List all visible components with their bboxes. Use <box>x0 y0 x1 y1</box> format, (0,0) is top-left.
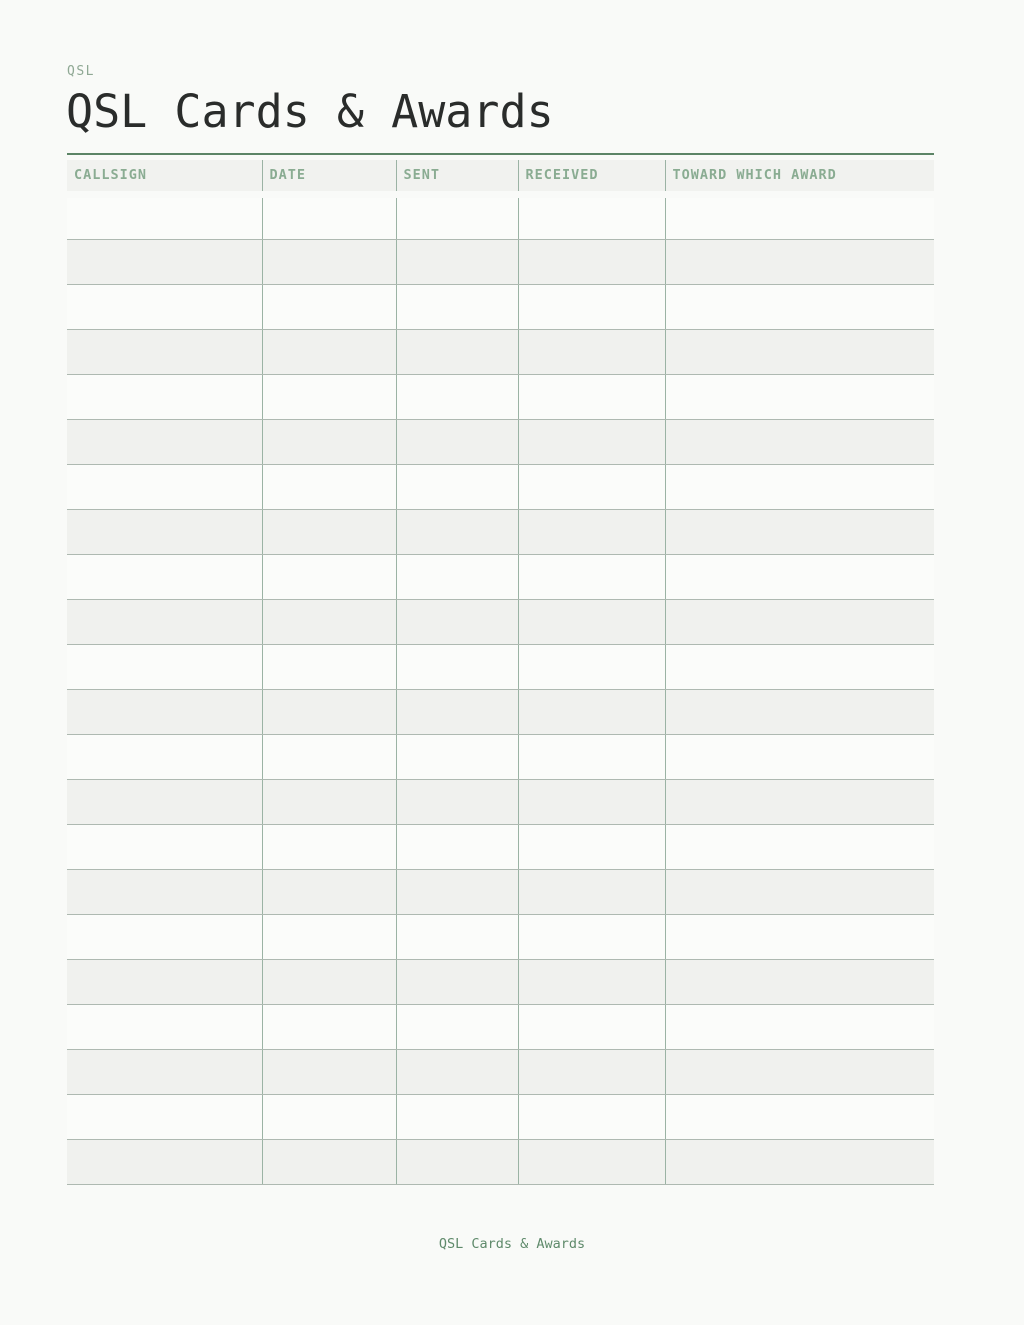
sent-cell[interactable] <box>396 374 518 419</box>
date-cell[interactable] <box>262 419 396 464</box>
callsign-cell[interactable] <box>67 779 262 824</box>
date-cell[interactable] <box>262 599 396 644</box>
callsign-cell[interactable] <box>67 374 262 419</box>
received-cell[interactable] <box>518 1094 665 1139</box>
date-cell[interactable] <box>262 689 396 734</box>
callsign-cell[interactable] <box>67 824 262 869</box>
table-row <box>67 734 934 779</box>
table-row <box>67 1004 934 1049</box>
sent-cell[interactable] <box>396 239 518 284</box>
date-cell[interactable] <box>262 194 396 239</box>
table-row <box>67 1094 934 1139</box>
callsign-cell[interactable] <box>67 509 262 554</box>
received-cell[interactable] <box>518 554 665 599</box>
received-cell[interactable] <box>518 284 665 329</box>
sent-cell[interactable] <box>396 779 518 824</box>
table-row <box>67 464 934 509</box>
received-cell[interactable] <box>518 239 665 284</box>
section-eyebrow: QSL <box>67 64 95 79</box>
date-cell[interactable] <box>262 824 396 869</box>
sent-cell[interactable] <box>396 689 518 734</box>
received-cell[interactable] <box>518 194 665 239</box>
date-cell[interactable] <box>262 914 396 959</box>
title-divider <box>67 153 934 155</box>
table-row <box>67 554 934 599</box>
callsign-cell[interactable] <box>67 329 262 374</box>
award-cell[interactable] <box>665 1004 934 1049</box>
date-cell[interactable] <box>262 239 396 284</box>
award-cell[interactable] <box>665 914 934 959</box>
award-cell[interactable] <box>665 959 934 1004</box>
award-cell[interactable] <box>665 329 934 374</box>
page-title: QSL Cards & Awards <box>66 85 554 138</box>
table-row <box>67 1139 934 1184</box>
received-cell[interactable] <box>518 869 665 914</box>
award-cell[interactable] <box>665 554 934 599</box>
callsign-cell[interactable] <box>67 554 262 599</box>
table-row <box>67 509 934 554</box>
received-cell[interactable] <box>518 419 665 464</box>
sent-cell[interactable] <box>396 959 518 1004</box>
date-cell[interactable] <box>262 329 396 374</box>
received-cell[interactable] <box>518 1139 665 1184</box>
award-cell[interactable] <box>665 284 934 329</box>
sent-cell[interactable] <box>396 554 518 599</box>
sent-cell[interactable] <box>396 1049 518 1094</box>
callsign-cell[interactable] <box>67 419 262 464</box>
sent-cell[interactable] <box>396 419 518 464</box>
callsign-cell[interactable] <box>67 239 262 284</box>
award-cell[interactable] <box>665 1049 934 1094</box>
table-row <box>67 824 934 869</box>
table-row <box>67 599 934 644</box>
table-row <box>67 329 934 374</box>
award-cell[interactable] <box>665 779 934 824</box>
received-cell[interactable] <box>518 779 665 824</box>
callsign-cell[interactable] <box>67 869 262 914</box>
date-cell[interactable] <box>262 734 396 779</box>
received-cell[interactable] <box>518 914 665 959</box>
table-row <box>67 689 934 734</box>
date-cell[interactable] <box>262 464 396 509</box>
award-cell[interactable] <box>665 1139 934 1184</box>
received-cell[interactable] <box>518 1004 665 1049</box>
callsign-cell[interactable] <box>67 1004 262 1049</box>
date-cell[interactable] <box>262 869 396 914</box>
received-cell[interactable] <box>518 464 665 509</box>
column-header-date: DATE <box>262 160 396 194</box>
sent-cell[interactable] <box>396 464 518 509</box>
received-cell[interactable] <box>518 644 665 689</box>
callsign-cell[interactable] <box>67 1094 262 1139</box>
date-cell[interactable] <box>262 779 396 824</box>
table-row <box>67 239 934 284</box>
received-cell[interactable] <box>518 734 665 779</box>
sent-cell[interactable] <box>396 1004 518 1049</box>
award-cell[interactable] <box>665 869 934 914</box>
qsl-log-table <box>67 160 934 1185</box>
award-cell[interactable] <box>665 239 934 284</box>
date-cell[interactable] <box>262 1139 396 1184</box>
award-cell[interactable] <box>665 509 934 554</box>
column-header-callsign: CALLSIGN <box>67 160 262 194</box>
date-cell[interactable] <box>262 644 396 689</box>
award-cell[interactable] <box>665 464 934 509</box>
award-cell[interactable] <box>665 194 934 239</box>
table-row <box>67 419 934 464</box>
received-cell[interactable] <box>518 599 665 644</box>
date-cell[interactable] <box>262 1094 396 1139</box>
date-cell[interactable] <box>262 959 396 1004</box>
date-cell[interactable] <box>262 554 396 599</box>
callsign-cell[interactable] <box>67 644 262 689</box>
received-cell[interactable] <box>518 959 665 1004</box>
table-row <box>67 194 934 239</box>
sent-cell[interactable] <box>396 509 518 554</box>
received-cell[interactable] <box>518 689 665 734</box>
sent-cell[interactable] <box>396 1139 518 1184</box>
sent-cell[interactable] <box>396 644 518 689</box>
received-cell[interactable] <box>518 509 665 554</box>
column-header-received: RECEIVED <box>518 160 665 194</box>
date-cell[interactable] <box>262 374 396 419</box>
date-cell[interactable] <box>262 1049 396 1094</box>
award-cell[interactable] <box>665 599 934 644</box>
received-cell[interactable] <box>518 824 665 869</box>
award-cell[interactable] <box>665 824 934 869</box>
date-cell[interactable] <box>262 284 396 329</box>
table-body <box>67 194 934 1184</box>
callsign-cell[interactable] <box>67 1049 262 1094</box>
table-row <box>67 959 934 1004</box>
callsign-cell[interactable] <box>67 1139 262 1184</box>
table-row <box>67 914 934 959</box>
sent-cell[interactable] <box>396 284 518 329</box>
table-row <box>67 374 934 419</box>
sent-cell[interactable] <box>396 824 518 869</box>
sent-cell[interactable] <box>396 599 518 644</box>
callsign-cell[interactable] <box>67 959 262 1004</box>
page-footer: QSL Cards & Awards <box>438 1236 586 1252</box>
callsign-cell[interactable] <box>67 194 262 239</box>
callsign-cell[interactable] <box>67 914 262 959</box>
sent-cell[interactable] <box>396 194 518 239</box>
sent-cell[interactable] <box>396 869 518 914</box>
table-row <box>67 779 934 824</box>
table-row <box>67 644 934 689</box>
sent-cell[interactable] <box>396 734 518 779</box>
callsign-cell[interactable] <box>67 284 262 329</box>
column-header-sent: SENT <box>396 160 518 194</box>
date-cell[interactable] <box>262 1004 396 1049</box>
award-cell[interactable] <box>665 644 934 689</box>
sent-cell[interactable] <box>396 329 518 374</box>
sent-cell[interactable] <box>396 1094 518 1139</box>
callsign-cell[interactable] <box>67 734 262 779</box>
award-cell[interactable] <box>665 419 934 464</box>
award-cell[interactable] <box>665 374 934 419</box>
callsign-cell[interactable] <box>67 689 262 734</box>
award-cell[interactable] <box>665 1094 934 1139</box>
table-row <box>67 869 934 914</box>
table-row <box>67 284 934 329</box>
received-cell[interactable] <box>518 374 665 419</box>
date-cell[interactable] <box>262 509 396 554</box>
award-cell[interactable] <box>665 689 934 734</box>
sent-cell[interactable] <box>396 914 518 959</box>
table-row <box>67 1049 934 1094</box>
column-header-award: TOWARD WHICH AWARD <box>665 160 934 194</box>
callsign-cell[interactable] <box>67 599 262 644</box>
received-cell[interactable] <box>518 1049 665 1094</box>
received-cell[interactable] <box>518 329 665 374</box>
award-cell[interactable] <box>665 734 934 779</box>
table-header-row <box>67 160 934 194</box>
callsign-cell[interactable] <box>67 464 262 509</box>
